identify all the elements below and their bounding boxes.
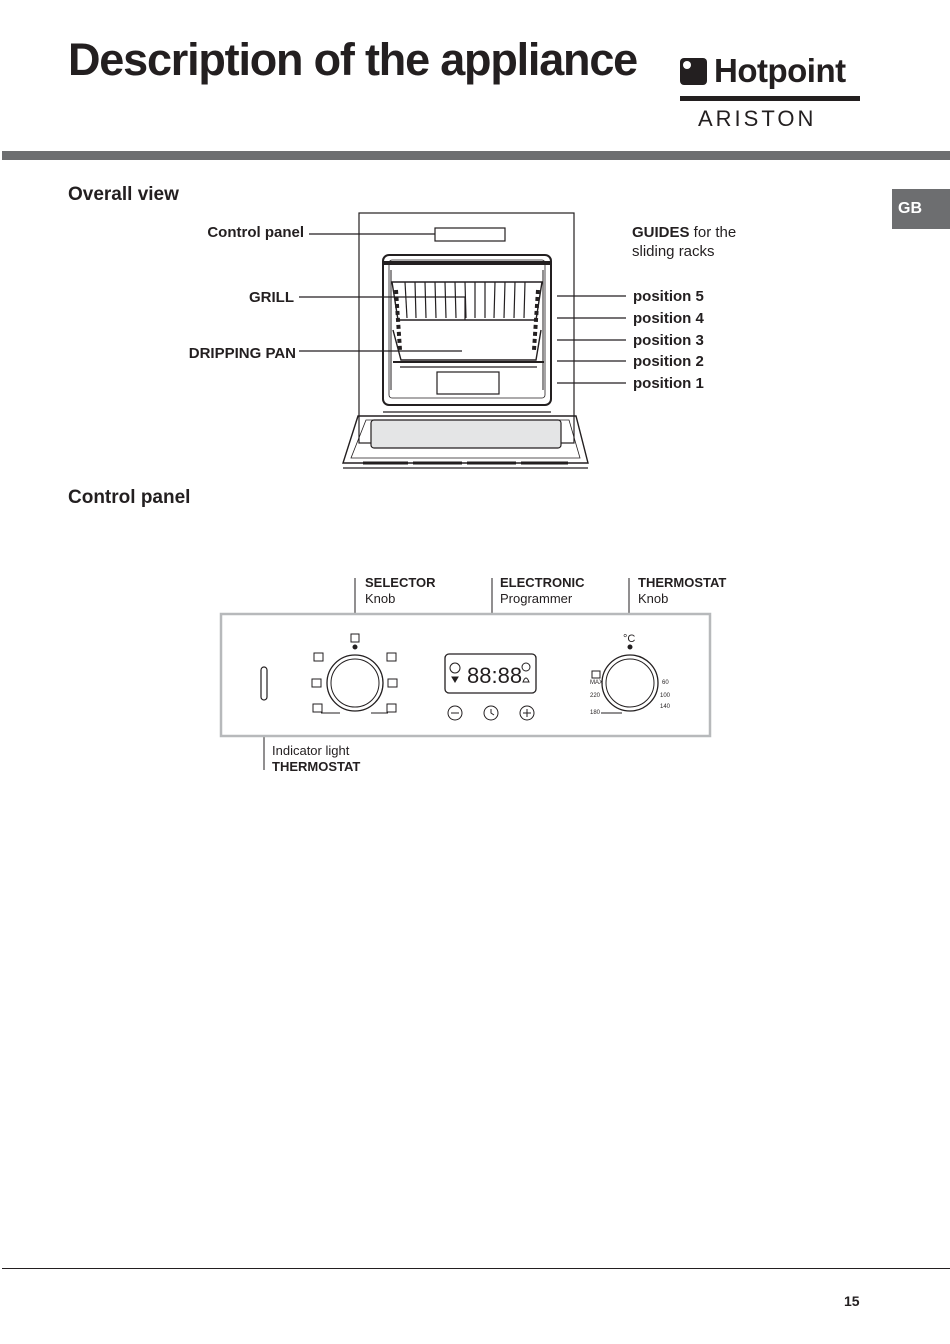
label-control-panel: Control panel xyxy=(207,224,304,241)
oven-control-panel-shape xyxy=(435,228,505,241)
oven-diagram xyxy=(0,200,950,490)
label-thermostat-title: THERMOSTAT xyxy=(638,575,727,590)
label-selector-sub: Knob xyxy=(365,591,396,606)
control-panel-diagram xyxy=(0,570,950,780)
section-heading-control-panel: Control panel xyxy=(68,487,191,508)
label-programmer-sub: Programmer xyxy=(500,591,573,606)
page-number: 15 xyxy=(844,1293,860,1309)
brand-name: Hotpoint xyxy=(714,52,846,89)
section-heading-overall-view: Overall view xyxy=(68,184,179,205)
thermo-scale-220: 220 xyxy=(590,693,601,699)
label-guides-line2: sliding racks xyxy=(632,243,715,260)
label-position-1: position 1 xyxy=(633,375,704,392)
thermo-scale-100: 100 xyxy=(660,693,671,699)
thermo-scale-140: 140 xyxy=(660,704,671,710)
label-grill: GRILL xyxy=(249,289,294,306)
label-indicator-line1: Indicator light xyxy=(272,743,350,758)
label-thermostat-sub: Knob xyxy=(638,591,669,606)
thermo-scale-60: 60 xyxy=(662,680,669,686)
label-position-5: position 5 xyxy=(633,288,704,305)
programmer-display-digits: 88:88 xyxy=(467,663,523,688)
label-guides-rest: for the xyxy=(689,224,737,241)
thermo-scale-180: 180 xyxy=(590,710,601,716)
label-indicator-light xyxy=(272,743,360,775)
label-dripping-pan: DRIPPING PAN xyxy=(188,345,296,362)
language-tab: GB xyxy=(892,189,950,229)
celsius-symbol: °C xyxy=(623,633,636,645)
footer-rule xyxy=(2,1268,950,1269)
label-programmer-title: ELECTRONIC xyxy=(500,575,585,590)
label-position-3: position 3 xyxy=(633,332,704,349)
header-bar xyxy=(2,151,950,160)
label-position-4: position 4 xyxy=(633,310,704,327)
label-position-2: position 2 xyxy=(633,353,704,370)
control-panel-frame xyxy=(221,614,710,736)
label-selector-title: SELECTOR xyxy=(365,575,436,590)
label-indicator-line2: THERMOSTAT xyxy=(272,759,361,774)
brand-subname: ARISTON xyxy=(698,106,817,131)
label-guides xyxy=(632,223,736,261)
page-title: Description of the appliance xyxy=(68,34,638,85)
indicator-light xyxy=(261,667,267,700)
label-guides-bold: GUIDES xyxy=(632,224,690,241)
thermo-scale-max: MAX xyxy=(590,680,604,686)
